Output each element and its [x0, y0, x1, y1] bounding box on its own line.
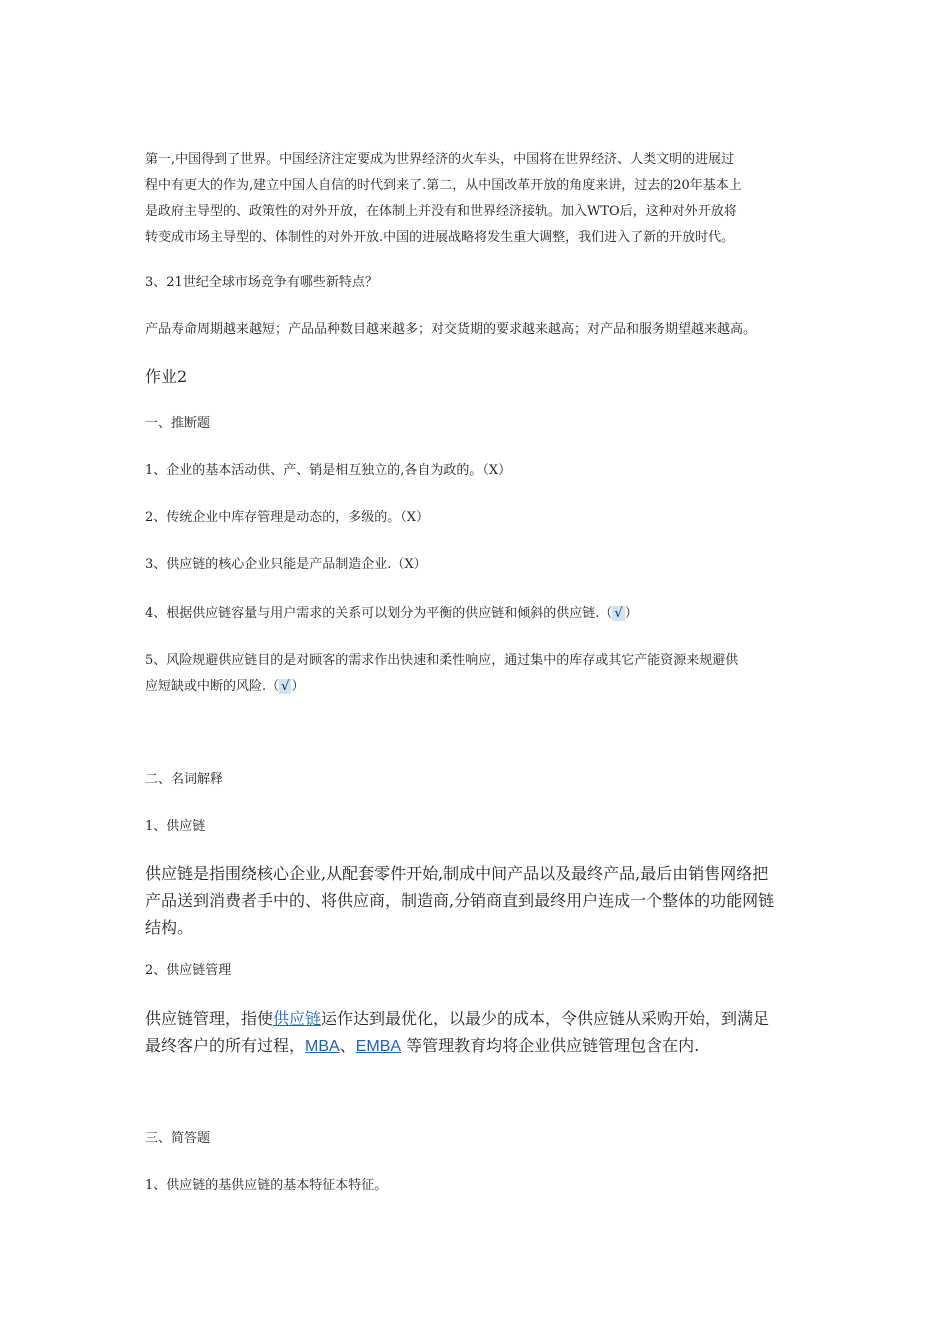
definition-text: 等管理教育均将企业供应链管理包含在内.	[401, 1036, 700, 1055]
item-text: ）	[291, 679, 305, 694]
emba-link[interactable]: EMBA	[355, 1038, 402, 1055]
definition-line: 结构。	[145, 918, 194, 937]
definition-line	[145, 1032, 769, 1060]
short-answer-question-1: 1、供应链的基供应链的基本特征本特征。	[145, 1178, 388, 1193]
judgment-item	[145, 648, 738, 700]
item-text: 应短缺或中断的风险.（	[145, 679, 280, 694]
judgment-item	[145, 601, 638, 627]
term-definition-scm	[145, 1005, 769, 1060]
term-definition-supply-chain	[145, 860, 774, 941]
definition-text: 运作达到最优化，以最少的成本，令供应链从采购开始，到满足	[321, 1009, 770, 1028]
check-mark: √	[614, 606, 623, 621]
definition-text: 最终客户的所有过程，	[145, 1036, 306, 1055]
item-text: ）	[624, 606, 638, 621]
section-short-answer-title: 三、简答题	[145, 1131, 211, 1146]
intro-line: 第一,中国得到了世界。中国经济注定要成为世界经济的火车头，中国将在世界经济、人类文明的进展过	[145, 152, 735, 167]
answer-3: 产品寿命周期越来越短；产品品种数目越来越多；对交货期的要求越来越高；对产品和服务期望越来越高。	[145, 322, 757, 337]
judgment-item: 2、传统企业中库存管理是动态的，多级的。（X）	[145, 510, 430, 525]
judgment-item: 3、供应链的核心企业只能是产品制造企业.（X）	[145, 557, 427, 572]
term-label-supply-chain: 1、供应链	[145, 819, 206, 834]
definition-line: 供应链是指围绕核心企业,从配套零件开始,制成中间产品以及最终产品,最后由销售网络把	[145, 864, 769, 883]
judgment-item: 1、企业的基本活动供、产、销是相互独立的,各自为政的。（X）	[145, 463, 512, 478]
item-text: 4、根据供应链容量与用户需求的关系可以划分为平衡的供应链和倾斜的供应链.（	[145, 606, 613, 621]
homework-title: 作业2	[145, 367, 188, 386]
intro-line: 程中有更大的作为,建立中国人自信的时代到来了.第二，从中国改革开放的角度来讲，过去的20年基本上	[145, 178, 742, 193]
section-terms-title: 二、名词解释	[145, 772, 224, 787]
definition-line	[145, 1005, 769, 1032]
definition-text: 供应链管理，指使	[145, 1009, 274, 1028]
intro-line: 是政府主导型的、政策性的对外开放，在体制上并没有和世界经济接轨。加入WTO后，这种对外开放将	[145, 204, 737, 219]
supply-chain-link[interactable]: 供应链	[273, 1009, 322, 1028]
item-line	[145, 674, 738, 700]
term-label-scm: 2、供应链管理	[145, 963, 232, 978]
separator: 、	[339, 1036, 356, 1055]
mba-link[interactable]: MBA	[305, 1038, 340, 1055]
question-3: 3、21世纪全球市场竞争有哪些新特点？	[145, 275, 378, 290]
item-text: 5、风险规避供应链目的是对顾客的需求作出快速和柔性响应，通过集中的库存或其它产能资源来规避供	[145, 653, 739, 668]
section-judgment-title: 一、推断题	[145, 416, 211, 431]
check-mark: √	[281, 679, 290, 694]
intro-line: 转变成市场主导型的、体制性的对外开放.中国的进展战略将发生重大调整，我们进入了新的开放时代。	[145, 230, 735, 245]
intro-paragraph	[145, 147, 742, 251]
definition-line: 产品送到消费者手中的、将供应商，制造商,分销商直到最终用户连成一个整体的功能网链	[145, 891, 775, 910]
